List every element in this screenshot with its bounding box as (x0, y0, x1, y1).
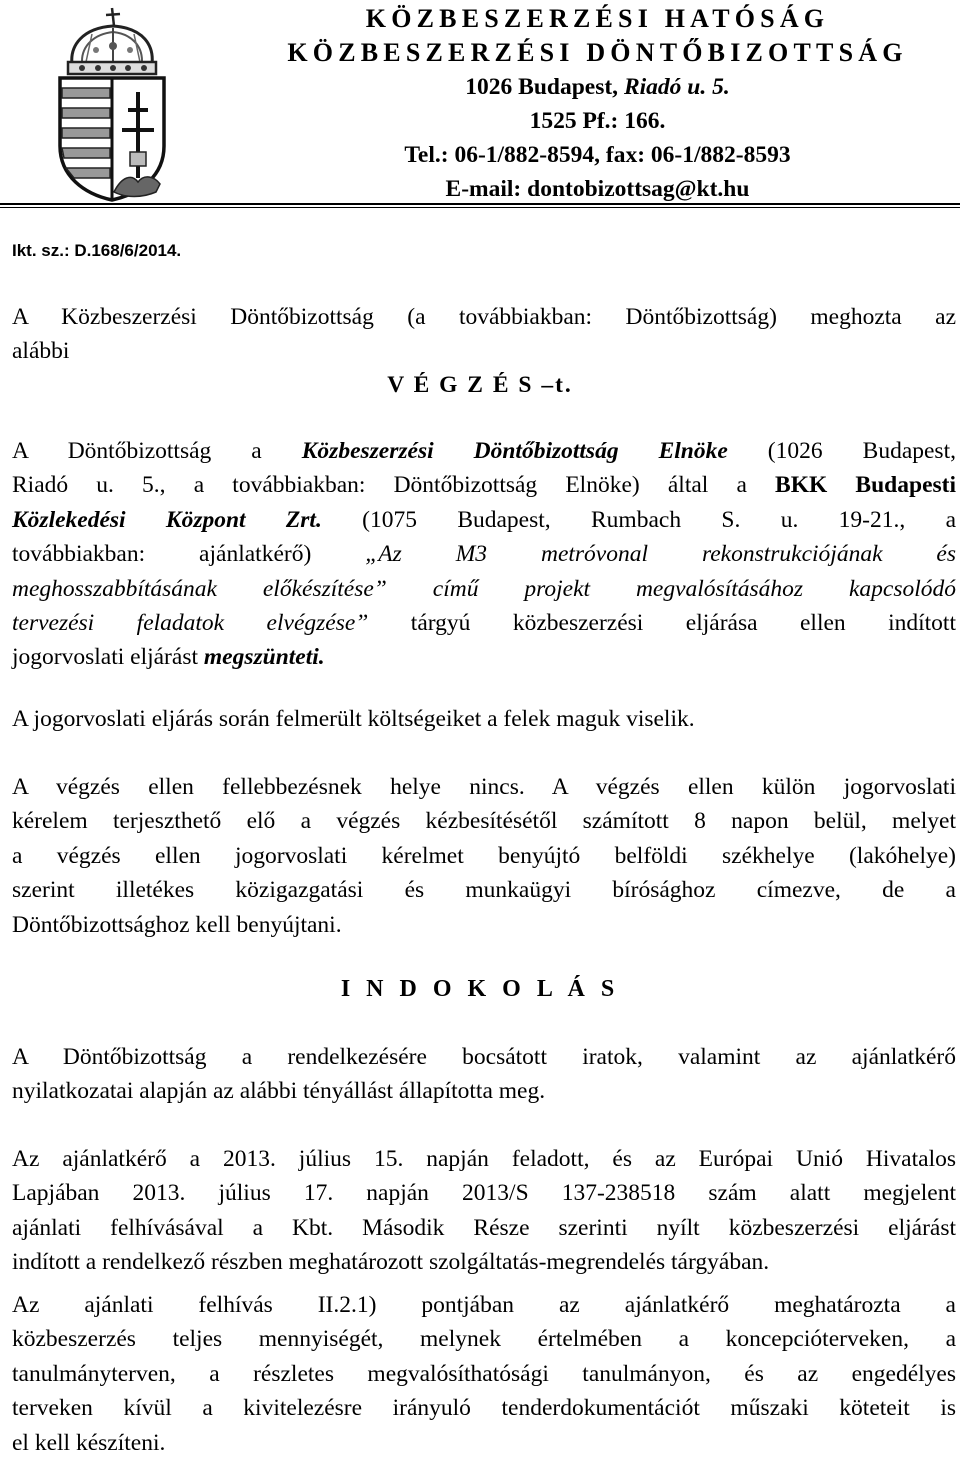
address-city: 1026 Budapest, (465, 74, 624, 100)
contracting-authority-name: BKK Budapesti (775, 472, 956, 499)
reasoning-paragraph-3 (12, 1288, 956, 1460)
appeal-line: szerint illetékes közigazgatási és munkaügyi bírósághoz címezve, de a (12, 877, 956, 904)
reasoning-paragraph-1 (12, 1040, 956, 1109)
org-name-authority: KÖZBESZERZÉSI HATÓSÁG (365, 4, 830, 33)
decision-line (12, 434, 956, 468)
decision-outcome: megszünteti. (203, 644, 325, 671)
text-run: továbbiakban: ajánlatkérő) (12, 541, 366, 568)
reasoning-line: Lapjában 2013. július 17. napján 2013/S 137-238518 szám alatt megjelent (12, 1180, 956, 1207)
text-run: jogorvoslati eljárást (12, 644, 204, 671)
appeal-line: A végzés ellen fellebbezésnek helye nincs. A végzés ellen külön jogorvoslati (12, 774, 956, 800)
reasoning-line: közbeszerzés teljes mennyiségét, melynek értelmében a koncepcióterveken, a (12, 1326, 956, 1353)
po-box: 1525 Pf.: 166. (529, 108, 666, 134)
text-run: (1075 Budapest, Rumbach S. u. 19-21., a (321, 506, 956, 533)
reasoning-line: Az ajánlati felhívás II.2.1) pontjában az ajánlatkérő meghatározta a (12, 1292, 956, 1318)
reasoning-line: Az ajánlatkérő a 2013. július 15. napján feladott, és az Európai Unió Hivatalos (12, 1146, 956, 1172)
reasoning-title (0, 972, 960, 1006)
intro-line: A Közbeszerzési Döntőbizottság (a továbbiakban: Döntőbizottság) meghozta az (12, 304, 956, 330)
decision-title-text: V É G Z É S –t. (387, 372, 573, 398)
procurement-subject: tervezési feladatok elvégzése” (12, 610, 369, 637)
reasoning-title-text: I N D O K O L Á S (340, 976, 620, 1002)
header-divider-thin (0, 207, 960, 208)
decision-line (12, 503, 956, 537)
reasoning-line: terveken kívül a kivitelezésre irányuló tenderdokumentációt műszaki köteteit is (12, 1395, 956, 1422)
reasoning-line: A Döntőbizottság a rendelkezésére bocsátott iratok, valamint az ajánlatkérő (12, 1044, 956, 1070)
appeal-line: a végzés ellen jogorvoslati kérelmet benyújtó belföldi székhelye (lakóhelye) (12, 842, 956, 869)
reference-number: Ikt. sz.: D.168/6/2014. (12, 241, 182, 260)
hungarian-coat-of-arms-icon (52, 6, 170, 202)
intro-line: alábbi (12, 338, 70, 365)
text-run: (1026 Budapest, (727, 438, 956, 464)
text-run: A Döntőbizottság a (12, 438, 302, 464)
costs-paragraph (12, 702, 956, 736)
board-president-name: Közbeszerzési Döntőbizottság Elnöke (301, 438, 728, 464)
appeal-paragraph (12, 770, 956, 942)
contracting-authority-name: Közlekedési Központ Zrt. (12, 506, 322, 533)
appeal-line: kérelem terjeszthető elő a végzés kézbesítésétől számított 8 napon belül, melyet (12, 808, 956, 835)
decision-line (12, 468, 956, 502)
decision-line (12, 606, 956, 640)
email-address: E-mail: dontobizottsag@kt.hu (445, 176, 750, 202)
text-run: tárgyú közbeszerzési eljárása ellen indított (368, 610, 956, 637)
costs-line: A jogorvoslati eljárás során felmerült költségeiket a felek maguk viselik. (12, 706, 695, 732)
text-run: Riadó u. 5., a továbbiakban: Döntőbizottság Elnöke) által a (12, 472, 776, 499)
reasoning-line: tanulmányterven, a részletes megvalósíthatósági tanulmányon, és az engedélyes (12, 1360, 956, 1387)
procurement-subject: „Az M3 metróvonal rekonstrukciójának és (365, 541, 957, 568)
reasoning-line: el kell készíteni. (12, 1429, 166, 1456)
decision-title (0, 368, 960, 402)
decision-line: meghosszabbításának előkészítése” című projekt megvalósításához kapcsolódó (12, 575, 956, 602)
intro-paragraph (12, 300, 956, 369)
reasoning-line: ajánlati felhívásával a Kbt. Második Része szerinti nyílt közbeszerzési eljárást (12, 1214, 956, 1241)
reasoning-line: nyilatkozatai alapján az alábbi tényállást állapította meg. (12, 1078, 546, 1105)
org-name-board: KÖZBESZERZÉSI DÖNTŐBIZOTTSÁG (287, 38, 908, 67)
decision-line (12, 537, 956, 571)
reasoning-line: indított a rendelkező részben meghatározott szolgáltatás-megrendelés tárgyában. (12, 1249, 770, 1276)
decision-line (12, 640, 956, 674)
phone-fax: Tel.: 06-1/882-8594, fax: 06-1/882-8593 (404, 142, 791, 168)
postal-address (240, 72, 955, 102)
appeal-line: Döntőbizottsághoz kell benyújtani. (12, 911, 342, 938)
header-divider (0, 203, 960, 205)
address-street: Riadó u. 5. (623, 74, 730, 100)
decision-paragraph (12, 434, 956, 675)
reasoning-paragraph-2 (12, 1142, 956, 1280)
